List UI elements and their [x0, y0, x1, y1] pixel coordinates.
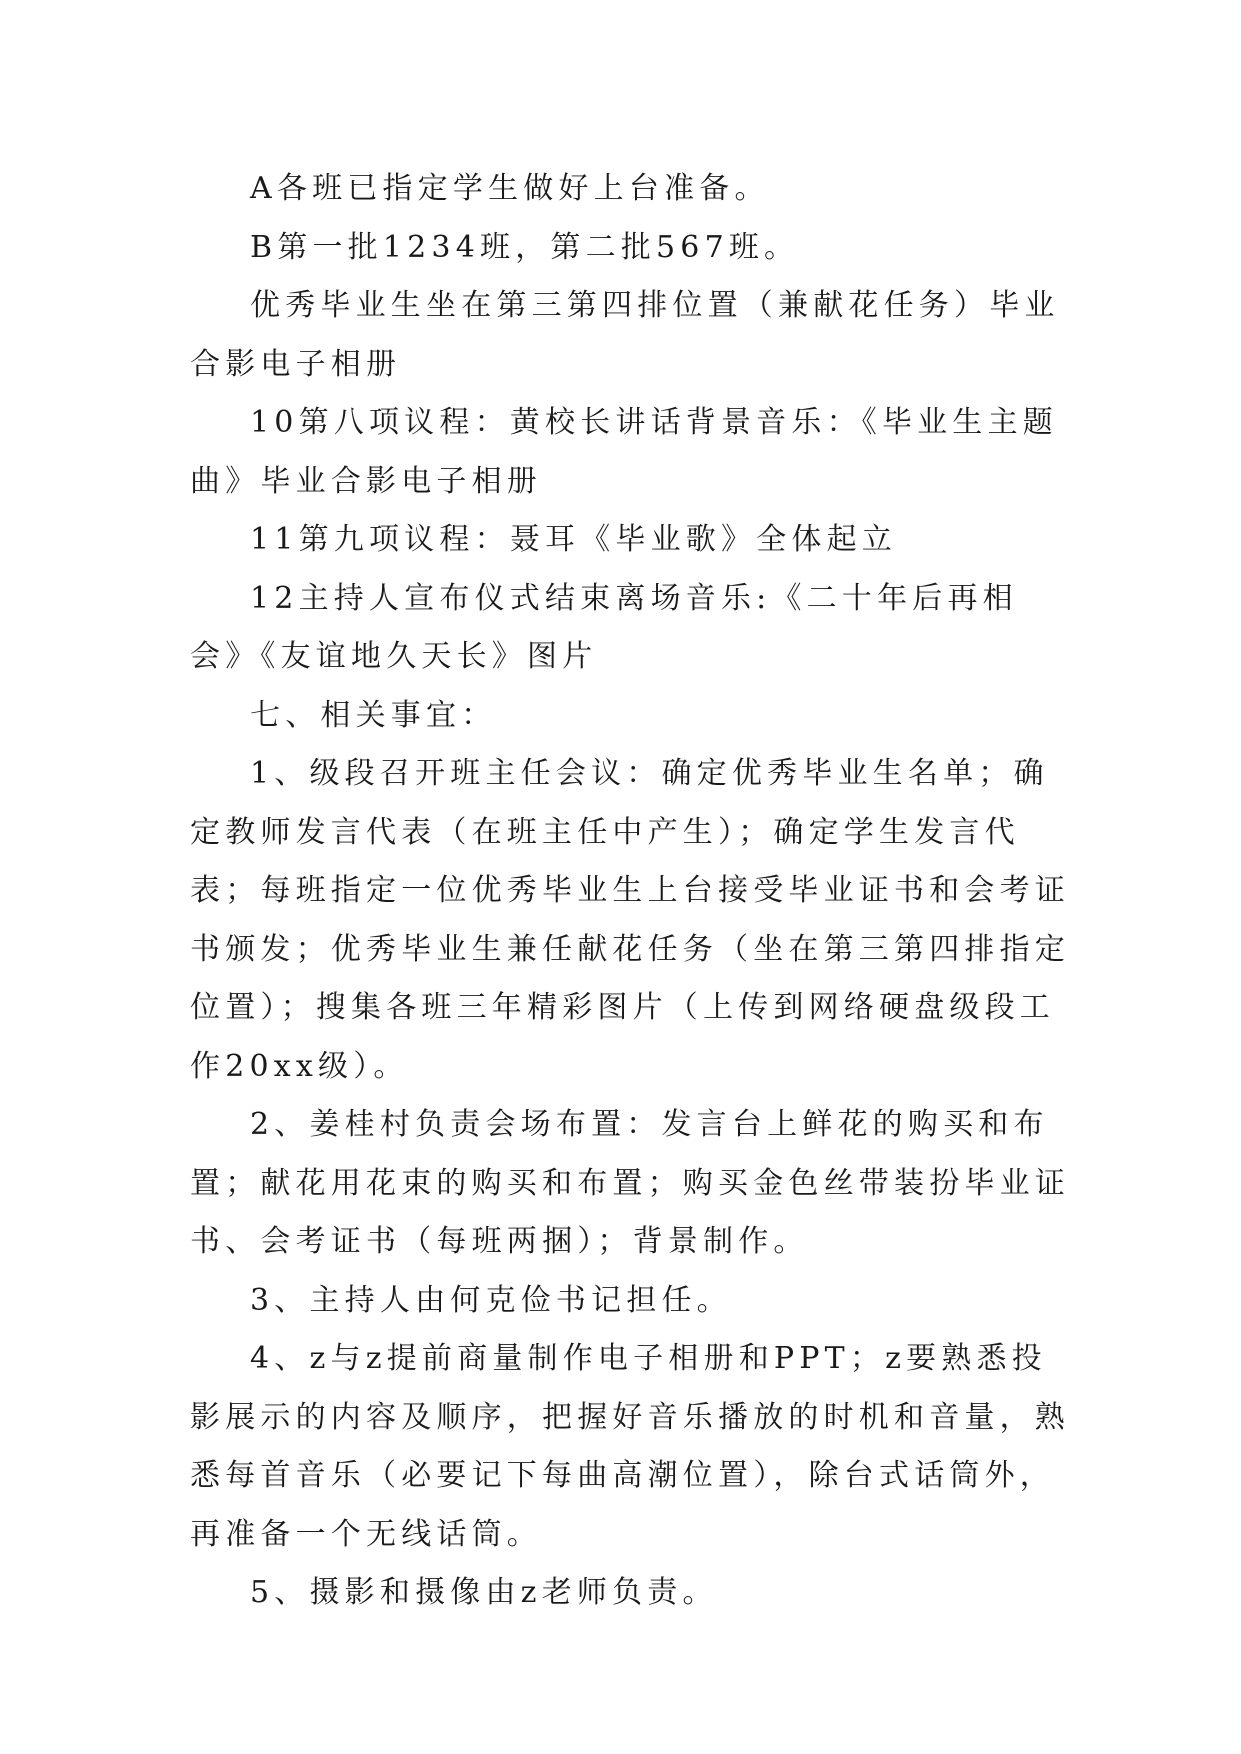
paragraph: B第一批1234班，第二批567班。 [250, 229, 800, 265]
paragraph: 3、主持人由何克俭书记担任。 [250, 1282, 732, 1318]
paragraph: 5、摄影和摄像由z老师负责。 [250, 1575, 718, 1610]
document-body [190, 160, 1070, 1623]
paragraph: 1、级段召开班主任会议：确定优秀毕业生名单；确定教师发言代表（在班主任中产生）；确定学生发言代表；每班指定一位优秀毕业生上台接受毕业证书和会考证书颁发；优秀毕业生兼任献花任务（坐在第三第四排指定位置）；搜集各班三年精彩图片（上传到网络硬盘级段工作20xx级）。 [190, 756, 1070, 1084]
section-heading: 七、相关事宜： [250, 697, 497, 733]
paragraph: 2、姜桂村负责会场布置：发言台上鲜花的购买和布置；献花用花束的购买和布置；购买金色丝带装扮毕业证书、会考证书（每班两捆）；背景制作。 [190, 1107, 1070, 1259]
paragraph: 11第九项议程：聂耳《毕业歌》全体起立 [250, 522, 897, 557]
paragraph: 10第八项议程：黄校长讲话背景音乐：《毕业生主题曲》毕业合影电子相册 [190, 405, 1058, 499]
paragraph: A各班已指定学生做好上台准备。 [250, 171, 770, 206]
paragraph: 12主持人宣布仪式结束离场音乐:《二十年后再相会》《友谊地久天长》图片 [190, 580, 1018, 674]
paragraph: 4、z与z提前商量制作电子相册和PPT；z要熟悉投影展示的内容及顺序，把握好音乐播放的时机和音量，熟悉每首音乐（必要记下每曲高潮位置），除台式话筒外，再准备一个无线话筒。 [190, 1341, 1070, 1552]
paragraph: 优秀毕业生坐在第三第四排位置（兼献花任务）毕业合影电子相册 [190, 288, 1060, 382]
